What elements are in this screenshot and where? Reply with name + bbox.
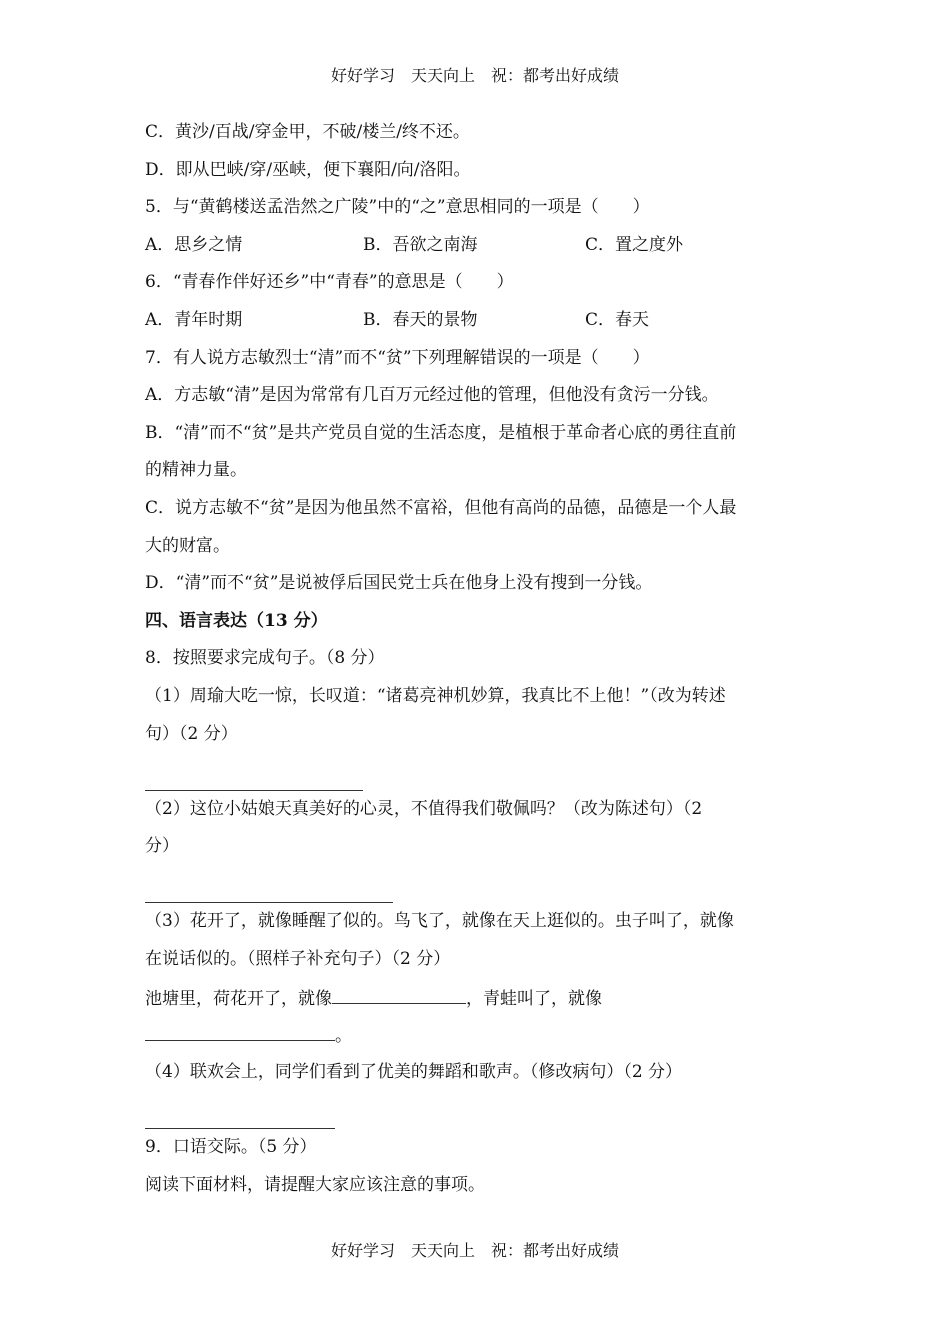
q8-3-fill-middle: ，青蛙叫了，就像 — [466, 988, 602, 1009]
question-5: 5．与“黄鹤楼送孟浩然之广陵”中的“之”意思相同的一项是（ ） — [145, 197, 650, 218]
question-7: 7．有人说方志敏烈士“清”而不“贫”下列理解错误的一项是（ ） — [145, 347, 650, 368]
q8-4-answer-line[interactable] — [145, 1095, 810, 1133]
q8-3-line1: （3）花开了，就像睡醒了似的。鸟飞了，就像在天上逛似的。虫子叫了，就像 — [145, 911, 734, 932]
q6-option-a: A．青年时期 — [145, 309, 243, 330]
q9-description: 阅读下面材料，请提醒大家应该注意的事项。 — [145, 1174, 485, 1195]
q8-2-line2: 分） — [145, 836, 179, 857]
q7-option-a: A．方志敏“清”是因为常常有几百万元经过他的管理，但他没有贪污一分钱。 — [145, 385, 719, 406]
q7-option-b-line2: 的精神力量。 — [145, 460, 247, 481]
q5-option-a: A．思乡之情 — [145, 234, 243, 255]
q7-option-c-line2: 大的财富。 — [145, 535, 230, 556]
question-6: 6．“青春作伴好还乡”中“青春”的意思是（ ） — [145, 272, 514, 293]
q8-3-line2: 在说话似的。（照样子补充句子）（2 分） — [145, 949, 451, 970]
q4-option-c: C．黄沙/百战/穿金甲，不破/楼兰/终不还。 — [145, 122, 470, 142]
q8-3-fill-line2 — [145, 1020, 810, 1058]
question-9: 9．口语交际。（5 分） — [145, 1137, 317, 1158]
q6-option-b: B．春天的景物 — [363, 309, 478, 330]
q5-option-c: C．置之度外 — [585, 234, 684, 255]
q8-3-fill-line — [145, 983, 810, 1021]
document-body — [145, 118, 810, 1208]
q7-option-b-line1: B．“清”而不“贫”是共产党员自觉的生活态度，是植根于革命者心底的勇往直前 — [145, 422, 737, 443]
q8-2-answer-line[interactable] — [145, 870, 810, 908]
q8-3-fill-end: 。 — [335, 1026, 352, 1047]
question-6-options — [145, 306, 810, 344]
q8-1-line2: 句）（2 分） — [145, 723, 238, 744]
q7-option-c-line1: C．说方志敏不“贫”是因为他虽然不富裕，但他有高尚的品德，品德是一个人最 — [145, 497, 737, 518]
q4-option-d: D．即从巴峡/穿/巫峡，便下襄阳/向/洛阳。 — [145, 159, 471, 180]
section-4-heading: 四、语言表达（13 分） — [145, 610, 328, 631]
q6-option-c: C．春天 — [585, 309, 650, 330]
q7-option-d: D．“清”而不“贫”是说被俘后国民党士兵在他身上没有搜到一分钱。 — [145, 573, 653, 594]
q5-option-b: B．吾欲之南海 — [363, 234, 478, 255]
q8-1-answer-line[interactable] — [145, 757, 810, 795]
q8-4-line: （4）联欢会上，同学们看到了优美的舞蹈和歌声。（修改病句）（2 分） — [145, 1061, 683, 1082]
question-5-options — [145, 231, 810, 269]
q8-3-blank-2[interactable] — [145, 1020, 335, 1041]
q8-1-line1: （1）周瑜大吃一惊，长叹道：“诸葛亮神机妙算，我真比不上他！”（改为转述 — [145, 685, 726, 706]
question-8: 8．按照要求完成句子。（8 分） — [145, 648, 385, 669]
q8-3-blank-1[interactable] — [332, 983, 466, 1004]
page-header: 好好学习 天天向上 祝：都考出好成绩 — [330, 66, 619, 85]
q8-3-fill-prefix: 池塘里，荷花开了，就像 — [145, 988, 332, 1009]
page-footer: 好好学习 天天向上 祝：都考出好成绩 — [330, 1241, 619, 1260]
q8-2-line1: （2）这位小姑娘天真美好的心灵，不值得我们敬佩吗？（改为陈述句）（2 — [145, 798, 703, 819]
